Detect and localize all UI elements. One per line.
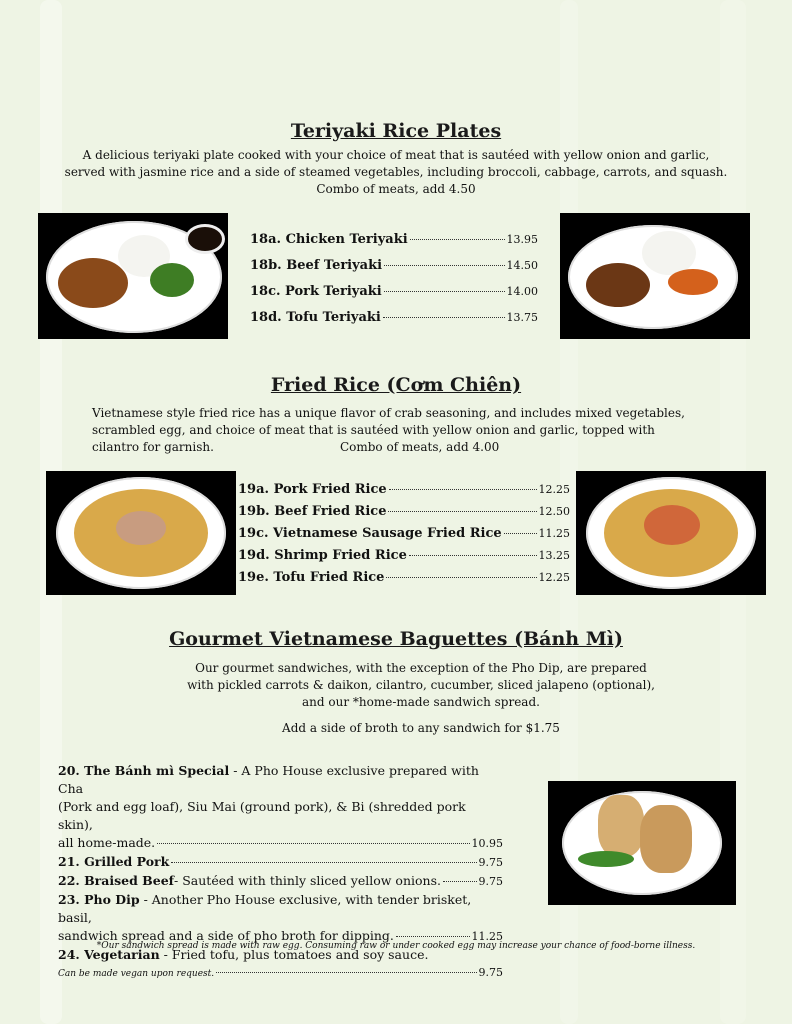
beef-teriyaki-photo (560, 213, 750, 339)
item-price: 9.75 (478, 875, 503, 888)
menu-item (250, 284, 538, 310)
item-price: 14.00 (506, 285, 538, 298)
menu-item-22 (58, 872, 503, 891)
desc-line: and our *home-made sandwich spread. (302, 695, 540, 709)
item-price: 13.95 (506, 233, 538, 246)
item-desc: - Sautéed with thinly sliced yellow onions. (174, 873, 441, 888)
leader-dots (157, 843, 469, 844)
leader-dots (216, 972, 476, 973)
item-price: 12.25 (538, 483, 570, 496)
leader-dots (171, 862, 476, 863)
item-name: 18d. Tofu Teriyaki (250, 310, 381, 325)
menu-item (250, 310, 538, 336)
combo-note: Combo of meats, add 4.00 (339, 440, 500, 454)
desc-line: A delicious teriyaki plate cooked with your choice of meat that is sautéed with yellow onion and garlic, (82, 148, 710, 162)
fried-rice-items (238, 482, 570, 592)
item-name: 19c. Vietnamese Sausage Fried Rice (238, 526, 502, 541)
leader-dots (396, 936, 470, 937)
desc-line: scrambled egg, and choice of meat that is sautéed with yellow onion and garlic, topped with (92, 423, 655, 437)
item-price: 9.75 (478, 966, 503, 979)
item-desc: - A Pho House exclusive prepared with Cha (58, 763, 479, 796)
menu-item (238, 570, 570, 592)
teriyaki-items (250, 232, 538, 336)
item-desc: - Another Pho House exclusive, with tender brisket, basil, (58, 892, 472, 925)
menu-item (250, 258, 538, 284)
desc-line: Combo of meats, add 4.50 (316, 182, 476, 196)
item-name: 19e. Tofu Fried Rice (238, 570, 385, 585)
item-price: 10.95 (471, 837, 503, 850)
leader-dots (384, 265, 504, 266)
leader-dots (409, 555, 537, 556)
leader-dots (388, 511, 536, 512)
leader-dots (389, 489, 537, 490)
item-price: 9.75 (478, 856, 503, 869)
item-name: 22. Braised Beef (58, 873, 175, 888)
shrimp-fried-rice-photo (576, 471, 766, 595)
vegan-note: Can be made vegan upon request. (58, 969, 215, 979)
menu-item (250, 232, 538, 258)
desc-line: with pickled carrots & daikon, cilantro, cucumber, sliced jalapeno (optional), (187, 678, 655, 692)
item-name: 21. Grilled Pork (58, 854, 170, 869)
item-name: 19a. Pork Fried Rice (238, 482, 387, 497)
baguettes-title: Gourmet Vietnamese Baguettes (Bánh Mì) (169, 628, 623, 650)
item-name: 19b. Beef Fried Rice (238, 504, 387, 519)
leader-dots (410, 239, 505, 240)
item-name: 19d. Shrimp Fried Rice (238, 548, 407, 563)
menu-item (238, 526, 570, 548)
broth-note: Add a side of broth to any sandwich for $1.75 (282, 721, 560, 735)
item-desc: sandwich spread and a side of pho broth for dipping. (58, 928, 394, 943)
leader-dots (383, 317, 505, 318)
item-price: 12.50 (538, 505, 570, 518)
raw-egg-footnote: *Our sandwich spread is made with raw egg. Consuming raw or under cooked egg may increase your chance of food-borne illness. (96, 941, 696, 951)
item-price: 11.25 (538, 527, 570, 540)
item-name: 20. The Bánh mì Special (58, 763, 230, 778)
teriyaki-description (20, 147, 772, 198)
fried-rice-description (92, 405, 712, 456)
banh-mi-photo (548, 781, 736, 905)
desc-line: Our gourmet sandwiches, with the exception of the Pho Dip, are prepared (195, 661, 647, 675)
desc-part: cilantro for garnish. (92, 440, 214, 454)
item-price: 11.25 (471, 930, 503, 943)
item-desc: (Pork and egg loaf), Siu Mai (ground pork), & Bi (shredded pork skin), (58, 799, 466, 832)
leader-dots (443, 881, 477, 882)
item-name: 23. Pho Dip (58, 892, 140, 907)
item-name: 24. Vegetarian (58, 947, 160, 962)
desc-line: served with jasmine rice and a side of steamed vegetables, including broccoli, cabbage, carrots, and squash. (64, 165, 728, 179)
desc-line: Vietnamese style fried rice has a unique flavor of crab seasoning, and includes mixed vegetables, (92, 406, 685, 420)
menu-item (238, 548, 570, 570)
leader-dots (386, 577, 536, 578)
menu-item (238, 482, 570, 504)
item-price: 13.25 (538, 549, 570, 562)
item-price: 14.50 (506, 259, 538, 272)
item-name: 18a. Chicken Teriyaki (250, 232, 408, 247)
pork-fried-rice-photo (46, 471, 236, 595)
item-price: 12.25 (538, 571, 570, 584)
fried-rice-title: Fried Rice (Cơm Chiên) (270, 374, 522, 396)
baguettes-description (96, 660, 746, 711)
chicken-teriyaki-photo (38, 213, 228, 339)
teriyaki-title: Teriyaki Rice Plates (290, 120, 502, 142)
item-price: 13.75 (506, 311, 538, 324)
menu-item-20 (58, 762, 503, 853)
item-desc: all home-made. (58, 835, 156, 850)
desc-line (92, 439, 712, 456)
leader-dots (504, 533, 537, 534)
menu-item-21 (58, 853, 503, 872)
leader-dots (384, 291, 505, 292)
item-desc: - Fried tofu, plus tomatoes and soy sauce. (159, 947, 429, 962)
menu-item (238, 504, 570, 526)
item-name: 18b. Beef Teriyaki (250, 258, 383, 273)
item-name: 18c. Pork Teriyaki (250, 284, 382, 299)
